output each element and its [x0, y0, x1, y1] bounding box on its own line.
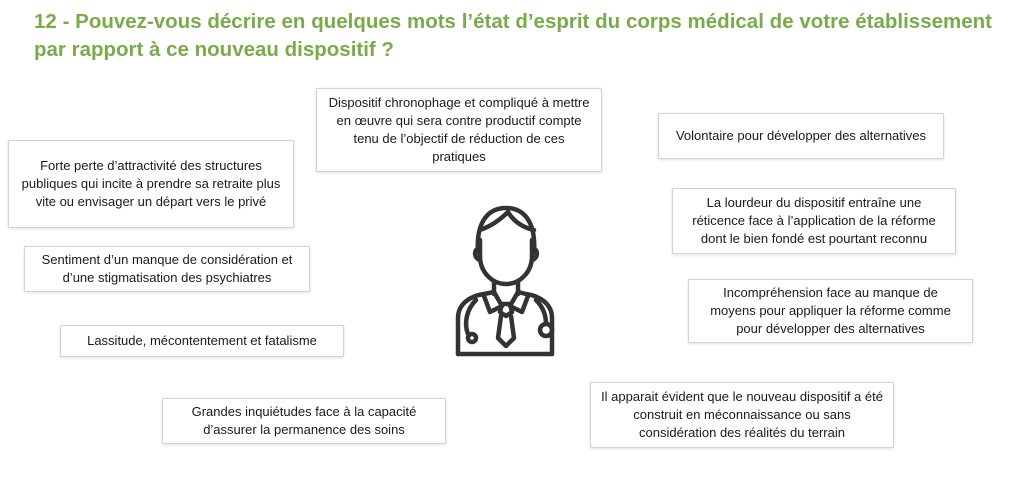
answer-box-lourdeur: La lourdeur du dispositif entraîne une réticence face à l’application de la réforme dont le bien fondé est pourtant reconnu — [672, 188, 956, 254]
answer-box-incomprehension: Incompréhension face au manque de moyens pour appliquer la réforme comme pour développer des alternatives — [688, 279, 973, 343]
answer-box-attractivite: Forte perte d’attractivité des structures publiques qui incite à prendre sa retraite plus vite ou envisager un départ vers le privé — [8, 140, 294, 228]
page-title: 12 - Pouvez-vous décrire en quelques mots l’état d’esprit du corps médical de votre établissement par rapport à ce nouveau dispositif ? — [34, 10, 992, 61]
answer-box-chronophage: Dispositif chronophage et compliqué à mettre en œuvre qui sera contre productif compte tenu de l’objectif de réduction de ces pratiques — [316, 88, 602, 172]
answer-box-lassitude: Lassitude, mécontentement et fatalisme — [60, 325, 344, 357]
answer-box-volontaire: Volontaire pour développer des alternatives — [658, 113, 944, 159]
answer-box-meconnaissance: Il apparait évident que le nouveau dispositif a été construit en méconnaissance ou sans considération des réalités du terrain — [590, 382, 894, 448]
answer-box-consideration: Sentiment d’un manque de considération et d’une stigmatisation des psychiatres — [24, 246, 310, 292]
doctor-icon — [450, 200, 560, 360]
answer-box-inquietudes: Grandes inquiétudes face à la capacité d’assurer la permanence des soins — [162, 398, 446, 444]
